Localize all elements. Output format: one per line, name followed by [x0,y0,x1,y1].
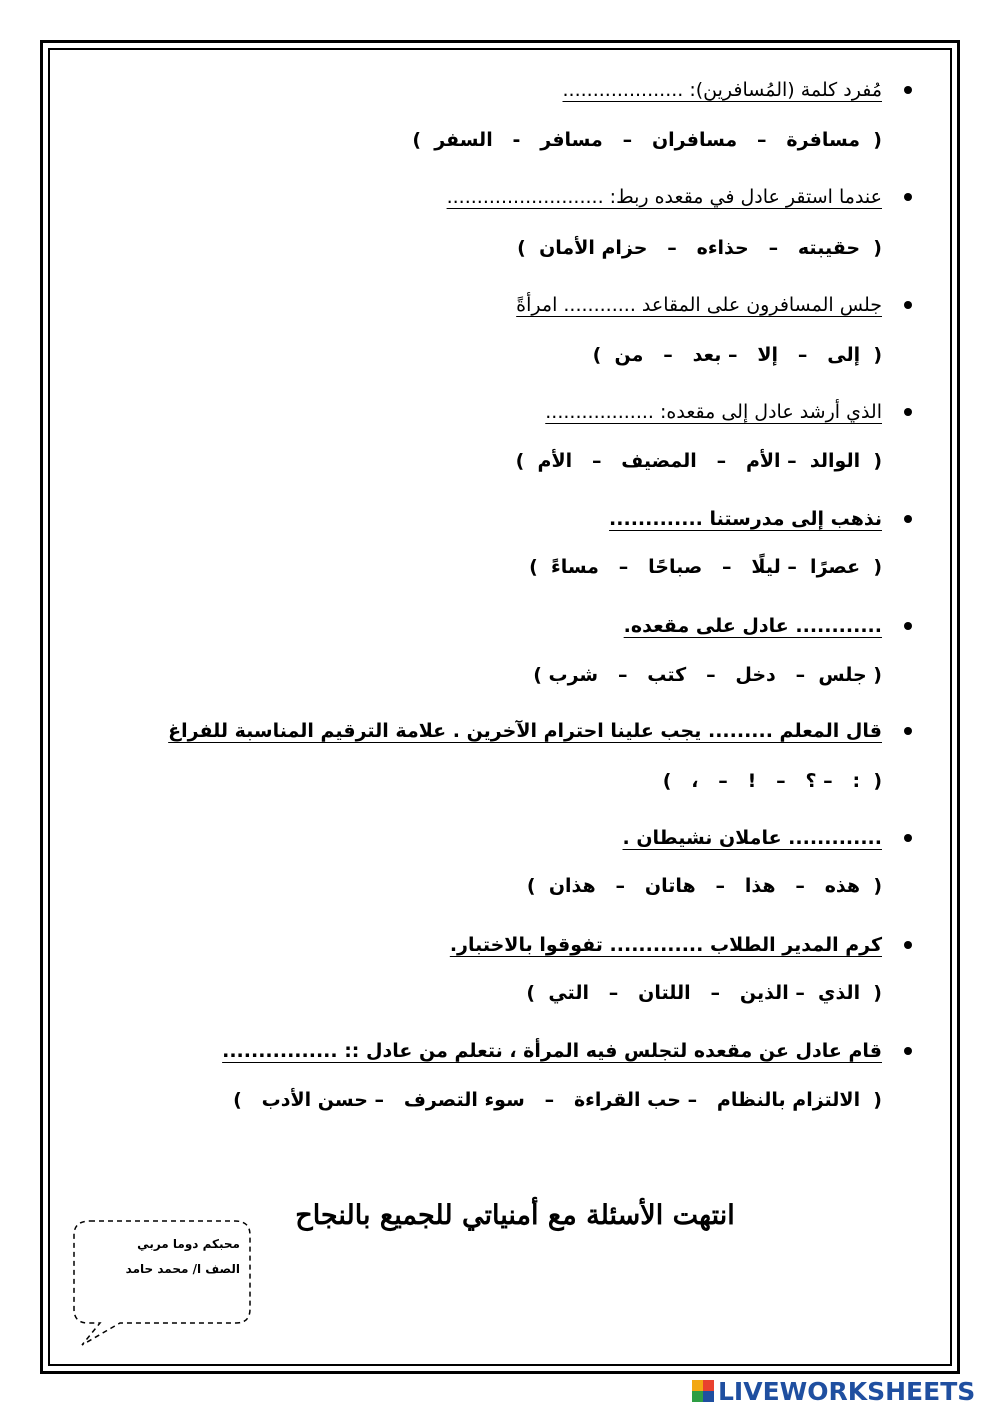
question-9 [450,927,882,963]
question-10-options: ( الالتزام بالنظام – حب القراءة – سوء التصرف – حسن الأدب ) [233,1089,882,1111]
question-7-text: قال المعلم ......... يجب علينا احترام الآخرين . علامة الترقيم المناسبة للفراغ [168,720,882,742]
signature-line-1: محبكم دوما مربي [137,1237,240,1251]
liveworksheets-logo [692,1376,975,1406]
bullet [904,727,912,735]
question-6-options: ( جلس – دخل – كتب – شرب ) [533,664,882,686]
question-9-options: ( الذي – الذين – اللتان – التي ) [526,982,882,1004]
question-6-text: ............ عادل على مقعده. [623,615,882,637]
question-4-options: ( الوالد – الأم – المضيف – الأم ) [515,450,882,472]
question-8-text: ............. عاملان نشيطان . [622,827,882,849]
question-9-text: كرم المدير الطلاب ............. تفوقوا بالاختبار. [449,934,882,956]
question-1-text: مُفرد كلمة (المُسافرين): .................... [562,79,882,101]
bullet [904,1047,912,1055]
question-7 [168,713,882,749]
question-5 [609,501,882,537]
question-10 [222,1033,882,1069]
bullet [904,301,912,309]
question-2-text: عندما استقر عادل في مقعده ربط: .......................... [446,186,882,208]
question-8 [623,820,883,856]
question-5-options: ( عصرًا – ليلًا – صباحًا – مساءً ) [529,556,882,578]
question-1-options: ( مسافرة – مسافران – مسافر - السفر ) [412,129,882,151]
signature-bubble [70,1215,260,1350]
question-3 [516,287,882,323]
question-10-text: قام عادل عن مقعده لتجلس فيه المرأة ، نتعلم من عادل :: ................ [222,1040,882,1062]
question-7-options: ( : – ؟ – ! – ، ) [662,770,882,792]
question-1 [563,72,882,108]
bullet [904,834,912,842]
question-3-text: جلس المسافرون على المقاعد ............ امرأةً [516,294,882,316]
closing-message: انتهت الأسئلة مع أمنياتي للجميع بالنجاح [295,1200,735,1231]
question-8-options: ( هذه – هذا – هاتان – هذان ) [526,875,882,897]
question-2 [447,179,882,215]
question-5-text: نذهب إلى مدرستنا ............. [609,508,882,530]
bullet [904,622,912,630]
question-4-text: الذي أرشد عادل إلى مقعده: .................. [545,401,882,423]
question-4 [545,394,882,430]
bullet [904,941,912,949]
question-6 [624,608,882,644]
bullet [904,515,912,523]
question-2-options: ( حقيبته – حذاءه – حزام الأمان ) [517,237,882,259]
liveworksheets-logo-text: LIVEWORKSHEETS [718,1376,976,1406]
bullet [904,193,912,201]
bullet [904,408,912,416]
question-3-options: ( إلى – إلا – بعد – من ) [592,344,882,366]
signature-line-2: الصف ا/ محمد حامد [125,1262,240,1276]
liveworksheets-logo-icon [692,1380,714,1402]
bullet [904,86,912,94]
